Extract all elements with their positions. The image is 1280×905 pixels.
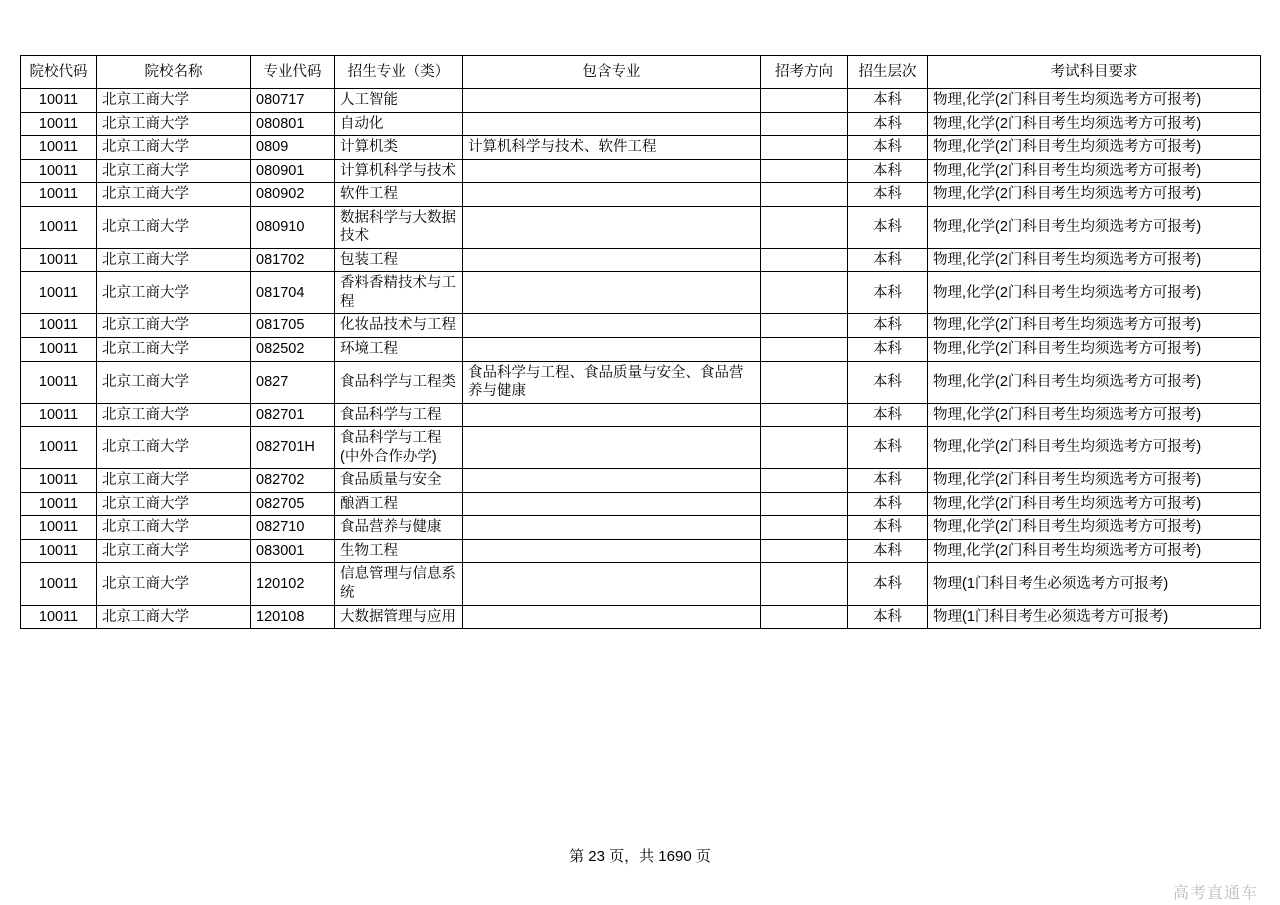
cell-includes	[463, 338, 761, 362]
cell-school-name: 北京工商大学	[97, 469, 251, 493]
cell-school-code: 10011	[21, 403, 97, 427]
cell-level: 本科	[848, 469, 928, 493]
table-row	[21, 403, 1261, 427]
cell-level: 本科	[848, 183, 928, 207]
cell-major-name: 食品科学与工程类	[335, 361, 463, 403]
cell-includes	[463, 248, 761, 272]
cell-includes	[463, 159, 761, 183]
cell-school-code: 10011	[21, 159, 97, 183]
cell-school-code: 10011	[21, 183, 97, 207]
cell-school-name: 北京工商大学	[97, 403, 251, 427]
cell-major-name: 香料香精技术与工程	[335, 272, 463, 314]
cell-direction	[761, 136, 848, 160]
cell-major-code: 082502	[251, 338, 335, 362]
table-row	[21, 112, 1261, 136]
table-row	[21, 248, 1261, 272]
cell-major-code: 0809	[251, 136, 335, 160]
cell-school-code: 10011	[21, 112, 97, 136]
cell-level: 本科	[848, 159, 928, 183]
table-row	[21, 516, 1261, 540]
cell-major-name: 自动化	[335, 112, 463, 136]
cell-school-name: 北京工商大学	[97, 159, 251, 183]
cell-major-name: 大数据管理与应用	[335, 605, 463, 629]
cell-school-code: 10011	[21, 272, 97, 314]
table-row	[21, 183, 1261, 207]
cell-major-code: 120102	[251, 563, 335, 605]
cell-direction	[761, 206, 848, 248]
cell-major-code: 080901	[251, 159, 335, 183]
column-header-subject-requirement: 考试科目要求	[928, 56, 1261, 89]
cell-major-name: 信息管理与信息系统	[335, 563, 463, 605]
table-row	[21, 361, 1261, 403]
cell-subject-requirement: 物理,化学(2门科目考生均须选考方可报考)	[928, 539, 1261, 563]
cell-school-code: 10011	[21, 89, 97, 113]
cell-level: 本科	[848, 338, 928, 362]
cell-major-name: 食品科学与工程	[335, 403, 463, 427]
table-row	[21, 469, 1261, 493]
column-header-direction: 招考方向	[761, 56, 848, 89]
cell-subject-requirement: 物理,化学(2门科目考生均须选考方可报考)	[928, 136, 1261, 160]
cell-subject-requirement: 物理,化学(2门科目考生均须选考方可报考)	[928, 314, 1261, 338]
table-row	[21, 159, 1261, 183]
cell-includes	[463, 563, 761, 605]
cell-school-name: 北京工商大学	[97, 272, 251, 314]
cell-major-code: 0827	[251, 361, 335, 403]
cell-major-name: 数据科学与大数据技术	[335, 206, 463, 248]
watermark-label: 高考直通车	[1172, 885, 1258, 902]
cell-subject-requirement: 物理,化学(2门科目考生均须选考方可报考)	[928, 338, 1261, 362]
cell-major-code: 080910	[251, 206, 335, 248]
table-row	[21, 605, 1261, 629]
cell-school-name: 北京工商大学	[97, 539, 251, 563]
cell-includes	[463, 89, 761, 113]
cell-includes	[463, 183, 761, 207]
cell-level: 本科	[848, 136, 928, 160]
cell-direction	[761, 338, 848, 362]
cell-subject-requirement: 物理(1门科目考生必须选考方可报考)	[928, 605, 1261, 629]
table-row	[21, 539, 1261, 563]
cell-major-code: 083001	[251, 539, 335, 563]
cell-includes	[463, 272, 761, 314]
cell-direction	[761, 89, 848, 113]
cell-major-code: 081702	[251, 248, 335, 272]
cell-major-code: 081704	[251, 272, 335, 314]
cell-subject-requirement: 物理,化学(2门科目考生均须选考方可报考)	[928, 403, 1261, 427]
cell-includes: 食品科学与工程、食品质量与安全、食品营养与健康	[463, 361, 761, 403]
cell-school-code: 10011	[21, 248, 97, 272]
table-header-row	[21, 56, 1261, 89]
cell-subject-requirement: 物理,化学(2门科目考生均须选考方可报考)	[928, 159, 1261, 183]
cell-school-name: 北京工商大学	[97, 605, 251, 629]
major-enrollment-table	[20, 55, 1261, 629]
cell-school-code: 10011	[21, 563, 97, 605]
cell-school-name: 北京工商大学	[97, 206, 251, 248]
column-header-school-code: 院校代码	[21, 56, 97, 89]
cell-school-code: 10011	[21, 492, 97, 516]
cell-major-code: 080902	[251, 183, 335, 207]
cell-includes	[463, 427, 761, 469]
cell-school-name: 北京工商大学	[97, 89, 251, 113]
cell-school-code: 10011	[21, 338, 97, 362]
cell-includes	[463, 492, 761, 516]
cell-level: 本科	[848, 272, 928, 314]
cell-subject-requirement: 物理,化学(2门科目考生均须选考方可报考)	[928, 89, 1261, 113]
cell-includes	[463, 539, 761, 563]
cell-level: 本科	[848, 112, 928, 136]
cell-subject-requirement: 物理,化学(2门科目考生均须选考方可报考)	[928, 248, 1261, 272]
column-header-includes: 包含专业	[463, 56, 761, 89]
table-row	[21, 314, 1261, 338]
cell-major-code: 082701	[251, 403, 335, 427]
cell-school-name: 北京工商大学	[97, 492, 251, 516]
cell-school-code: 10011	[21, 427, 97, 469]
cell-school-code: 10011	[21, 314, 97, 338]
cell-includes: 计算机科学与技术、软件工程	[463, 136, 761, 160]
cell-school-code: 10011	[21, 539, 97, 563]
cell-level: 本科	[848, 427, 928, 469]
cell-direction	[761, 159, 848, 183]
cell-direction	[761, 516, 848, 540]
cell-level: 本科	[848, 403, 928, 427]
cell-major-code: 081705	[251, 314, 335, 338]
cell-includes	[463, 112, 761, 136]
table-row	[21, 206, 1261, 248]
cell-major-name: 软件工程	[335, 183, 463, 207]
cell-school-code: 10011	[21, 469, 97, 493]
cell-includes	[463, 469, 761, 493]
cell-major-name: 环境工程	[335, 338, 463, 362]
column-header-level: 招生层次	[848, 56, 928, 89]
page-number-footer: 第 23 页，共 1690 页	[569, 848, 711, 865]
cell-subject-requirement: 物理,化学(2门科目考生均须选考方可报考)	[928, 492, 1261, 516]
cell-school-name: 北京工商大学	[97, 112, 251, 136]
cell-school-code: 10011	[21, 206, 97, 248]
table-row	[21, 492, 1261, 516]
table-row	[21, 427, 1261, 469]
cell-subject-requirement: 物理,化学(2门科目考生均须选考方可报考)	[928, 469, 1261, 493]
cell-level: 本科	[848, 563, 928, 605]
cell-school-name: 北京工商大学	[97, 361, 251, 403]
table-row	[21, 563, 1261, 605]
table-row	[21, 272, 1261, 314]
table-row	[21, 136, 1261, 160]
cell-school-code: 10011	[21, 605, 97, 629]
cell-level: 本科	[848, 314, 928, 338]
cell-direction	[761, 469, 848, 493]
cell-subject-requirement: 物理,化学(2门科目考生均须选考方可报考)	[928, 361, 1261, 403]
cell-school-name: 北京工商大学	[97, 563, 251, 605]
cell-major-code: 080717	[251, 89, 335, 113]
cell-subject-requirement: 物理,化学(2门科目考生均须选考方可报考)	[928, 427, 1261, 469]
column-header-school-name: 院校名称	[97, 56, 251, 89]
cell-major-code: 082710	[251, 516, 335, 540]
table-body	[21, 89, 1261, 629]
cell-school-name: 北京工商大学	[97, 516, 251, 540]
cell-level: 本科	[848, 539, 928, 563]
cell-school-name: 北京工商大学	[97, 338, 251, 362]
cell-school-name: 北京工商大学	[97, 314, 251, 338]
cell-includes	[463, 206, 761, 248]
cell-major-name: 食品质量与安全	[335, 469, 463, 493]
cell-level: 本科	[848, 361, 928, 403]
cell-direction	[761, 314, 848, 338]
cell-subject-requirement: 物理,化学(2门科目考生均须选考方可报考)	[928, 516, 1261, 540]
cell-direction	[761, 605, 848, 629]
cell-major-name: 包装工程	[335, 248, 463, 272]
cell-school-code: 10011	[21, 136, 97, 160]
cell-major-code: 082705	[251, 492, 335, 516]
cell-direction	[761, 427, 848, 469]
cell-direction	[761, 403, 848, 427]
column-header-major-code: 专业代码	[251, 56, 335, 89]
cell-direction	[761, 248, 848, 272]
cell-includes	[463, 403, 761, 427]
cell-includes	[463, 314, 761, 338]
cell-major-code: 082702	[251, 469, 335, 493]
cell-direction	[761, 112, 848, 136]
cell-school-code: 10011	[21, 361, 97, 403]
cell-direction	[761, 183, 848, 207]
cell-level: 本科	[848, 516, 928, 540]
cell-major-name: 人工智能	[335, 89, 463, 113]
cell-subject-requirement: 物理,化学(2门科目考生均须选考方可报考)	[928, 272, 1261, 314]
cell-includes	[463, 605, 761, 629]
cell-school-name: 北京工商大学	[97, 136, 251, 160]
cell-level: 本科	[848, 89, 928, 113]
cell-major-code: 082701H	[251, 427, 335, 469]
table-row	[21, 338, 1261, 362]
cell-level: 本科	[848, 492, 928, 516]
cell-subject-requirement: 物理,化学(2门科目考生均须选考方可报考)	[928, 206, 1261, 248]
cell-major-name: 食品科学与工程(中外合作办学)	[335, 427, 463, 469]
cell-major-name: 化妆品技术与工程	[335, 314, 463, 338]
cell-school-name: 北京工商大学	[97, 427, 251, 469]
cell-school-code: 10011	[21, 516, 97, 540]
table-header	[21, 56, 1261, 89]
table-row	[21, 89, 1261, 113]
cell-direction	[761, 539, 848, 563]
cell-major-name: 计算机类	[335, 136, 463, 160]
cell-direction	[761, 563, 848, 605]
cell-direction	[761, 492, 848, 516]
cell-major-code: 120108	[251, 605, 335, 629]
cell-major-name: 酿酒工程	[335, 492, 463, 516]
cell-subject-requirement: 物理,化学(2门科目考生均须选考方可报考)	[928, 112, 1261, 136]
cell-subject-requirement: 物理(1门科目考生必须选考方可报考)	[928, 563, 1261, 605]
cell-major-name: 生物工程	[335, 539, 463, 563]
cell-direction	[761, 361, 848, 403]
cell-major-code: 080801	[251, 112, 335, 136]
cell-subject-requirement: 物理,化学(2门科目考生均须选考方可报考)	[928, 183, 1261, 207]
cell-direction	[761, 272, 848, 314]
cell-school-name: 北京工商大学	[97, 248, 251, 272]
cell-major-name: 计算机科学与技术	[335, 159, 463, 183]
cell-level: 本科	[848, 605, 928, 629]
column-header-major-name: 招生专业（类）	[335, 56, 463, 89]
cell-major-name: 食品营养与健康	[335, 516, 463, 540]
cell-school-name: 北京工商大学	[97, 183, 251, 207]
cell-level: 本科	[848, 206, 928, 248]
cell-includes	[463, 516, 761, 540]
cell-level: 本科	[848, 248, 928, 272]
